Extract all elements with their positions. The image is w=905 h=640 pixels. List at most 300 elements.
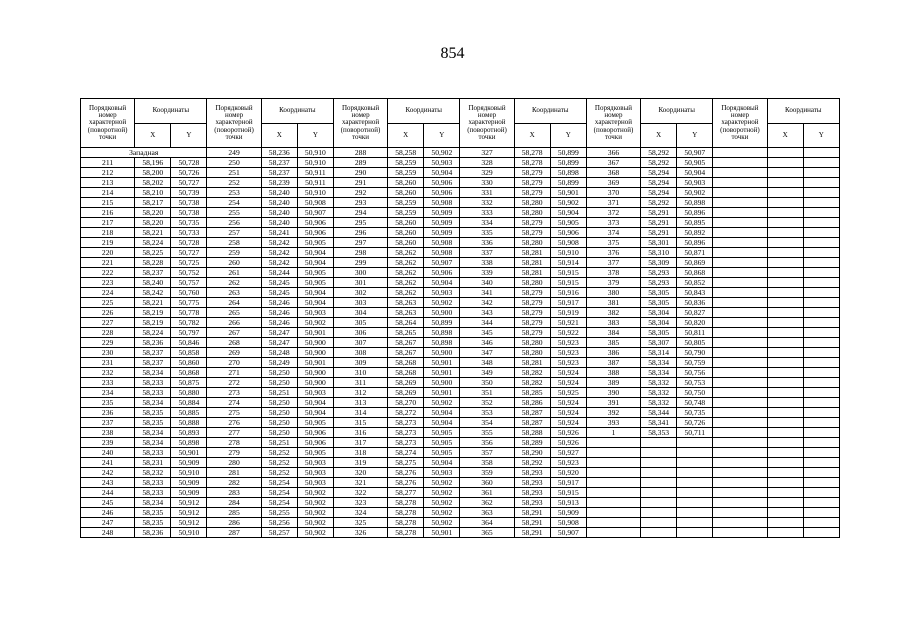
y-cell	[803, 358, 839, 368]
y-cell	[677, 468, 713, 478]
x-cell: 58,292	[514, 458, 550, 468]
x-cell: 58,235	[135, 418, 171, 428]
x-cell: 58,250	[261, 418, 297, 428]
point-number-cell: 308	[333, 348, 387, 358]
y-cell: 50,904	[297, 298, 333, 308]
point-number-cell: 242	[81, 468, 135, 478]
x-cell: 58,202	[135, 178, 171, 188]
x-cell: 58,210	[135, 188, 171, 198]
y-cell	[803, 508, 839, 518]
point-number-cell: 374	[586, 228, 640, 238]
x-cell: 58,332	[641, 398, 677, 408]
point-number-cell: 266	[207, 318, 261, 328]
y-cell: 50,902	[550, 198, 586, 208]
x-cell: 58,233	[135, 378, 171, 388]
y-cell: 50,827	[677, 308, 713, 318]
x-cell: 58,294	[641, 168, 677, 178]
x-cell: 58,272	[388, 408, 424, 418]
y-cell	[803, 388, 839, 398]
x-cell	[767, 288, 803, 298]
point-number-cell	[586, 468, 640, 478]
point-number-cell	[713, 278, 767, 288]
point-number-cell: 290	[333, 168, 387, 178]
x-cell	[641, 508, 677, 518]
y-cell: 50,906	[297, 428, 333, 438]
point-number-cell: 249	[207, 148, 261, 158]
table-row	[81, 188, 840, 198]
y-cell: 50,924	[550, 418, 586, 428]
x-cell: 58,291	[641, 208, 677, 218]
table-row	[81, 518, 840, 528]
y-cell	[677, 488, 713, 498]
point-number-cell: 367	[586, 158, 640, 168]
x-cell: 58,244	[261, 268, 297, 278]
x-cell: 58,252	[261, 448, 297, 458]
point-number-cell: 336	[460, 238, 514, 248]
x-cell: 58,233	[135, 488, 171, 498]
y-cell: 50,904	[550, 208, 586, 218]
x-cell: 58,249	[261, 358, 297, 368]
x-cell	[767, 328, 803, 338]
point-number-cell: 277	[207, 428, 261, 438]
x-cell	[767, 368, 803, 378]
y-cell: 50,905	[677, 158, 713, 168]
point-number-cell	[713, 408, 767, 418]
y-header: Y	[550, 123, 586, 148]
y-cell: 50,906	[424, 178, 460, 188]
point-number-cell: 327	[460, 148, 514, 158]
x-cell: 58,262	[388, 278, 424, 288]
point-number-cell: 318	[333, 448, 387, 458]
y-cell: 50,923	[550, 358, 586, 368]
y-cell: 50,914	[550, 258, 586, 268]
y-cell	[803, 208, 839, 218]
table-row	[81, 508, 840, 518]
point-number-cell: 235	[81, 398, 135, 408]
point-number-cell: 314	[333, 408, 387, 418]
point-number-cell: 245	[81, 498, 135, 508]
x-cell: 58,287	[514, 408, 550, 418]
y-cell: 50,900	[297, 378, 333, 388]
y-cell: 50,908	[550, 518, 586, 528]
x-cell: 58,220	[135, 208, 171, 218]
x-cell: 58,237	[135, 348, 171, 358]
point-number-cell	[713, 318, 767, 328]
x-cell: 58,259	[388, 168, 424, 178]
x-cell: 58,267	[388, 338, 424, 348]
point-number-cell: 299	[333, 258, 387, 268]
point-number-header: Порядковый номер характерной (поворотной) точки	[460, 99, 514, 148]
y-cell: 50,726	[171, 168, 207, 178]
y-cell: 50,927	[550, 448, 586, 458]
x-cell: 58,237	[135, 268, 171, 278]
y-cell: 50,726	[677, 418, 713, 428]
x-cell: 58,254	[261, 488, 297, 498]
point-number-cell: 317	[333, 438, 387, 448]
point-number-cell	[713, 168, 767, 178]
x-cell: 58,280	[514, 238, 550, 248]
y-cell: 50,843	[677, 288, 713, 298]
point-number-cell: 346	[460, 338, 514, 348]
point-number-cell: 252	[207, 178, 261, 188]
y-cell: 50,738	[171, 198, 207, 208]
point-number-cell: 236	[81, 408, 135, 418]
point-number-cell	[713, 528, 767, 538]
x-cell: 58,240	[135, 278, 171, 288]
y-cell: 50,901	[297, 358, 333, 368]
x-cell: 58,279	[514, 298, 550, 308]
point-number-header: Порядковый номер характерной (поворотной) точки	[713, 99, 767, 148]
y-cell: 50,925	[550, 388, 586, 398]
x-cell: 58,234	[135, 438, 171, 448]
x-cell: 58,267	[388, 348, 424, 358]
x-cell: 58,240	[261, 198, 297, 208]
point-number-cell: 375	[586, 238, 640, 248]
y-cell: 50,909	[171, 488, 207, 498]
point-number-cell: 306	[333, 328, 387, 338]
x-cell: 58,232	[135, 468, 171, 478]
x-cell: 58,291	[514, 528, 550, 538]
point-number-cell: 241	[81, 458, 135, 468]
point-number-cell: 364	[460, 518, 514, 528]
point-number-cell: 392	[586, 408, 640, 418]
table-row	[81, 328, 840, 338]
x-cell	[767, 528, 803, 538]
table-row	[81, 248, 840, 258]
y-cell: 50,899	[550, 158, 586, 168]
y-cell: 50,904	[297, 408, 333, 418]
point-number-cell: 214	[81, 188, 135, 198]
point-number-cell: 267	[207, 328, 261, 338]
point-number-cell: 381	[586, 298, 640, 308]
x-cell: 58,274	[388, 448, 424, 458]
point-number-cell: 254	[207, 198, 261, 208]
y-cell: 50,852	[677, 278, 713, 288]
point-number-cell: 217	[81, 218, 135, 228]
x-cell: 58,270	[388, 398, 424, 408]
y-cell: 50,902	[297, 488, 333, 498]
point-number-cell: 319	[333, 458, 387, 468]
y-cell	[803, 518, 839, 528]
point-number-cell: 248	[81, 528, 135, 538]
y-cell: 50,921	[550, 318, 586, 328]
x-cell: 58,262	[388, 268, 424, 278]
y-cell: 50,902	[297, 518, 333, 528]
y-cell	[803, 238, 839, 248]
x-cell: 58,234	[135, 368, 171, 378]
x-cell: 58,269	[388, 388, 424, 398]
point-number-cell: 354	[460, 418, 514, 428]
x-cell	[641, 468, 677, 478]
y-cell: 50,907	[677, 148, 713, 158]
point-number-cell: 284	[207, 498, 261, 508]
point-number-cell: 385	[586, 338, 640, 348]
x-cell: 58,196	[135, 158, 171, 168]
x-cell: 58,278	[388, 528, 424, 538]
x-cell	[767, 298, 803, 308]
point-number-cell	[713, 218, 767, 228]
point-number-cell: 341	[460, 288, 514, 298]
x-cell: 58,287	[514, 418, 550, 428]
point-number-cell	[713, 428, 767, 438]
x-cell	[767, 318, 803, 328]
point-number-cell: 278	[207, 438, 261, 448]
y-cell: 50,728	[171, 238, 207, 248]
y-cell	[677, 528, 713, 538]
point-number-cell: 376	[586, 248, 640, 258]
table-row	[81, 168, 840, 178]
table-row	[81, 458, 840, 468]
point-number-cell: 269	[207, 348, 261, 358]
point-number-cell	[713, 228, 767, 238]
point-number-cell	[586, 508, 640, 518]
table-row	[81, 228, 840, 238]
y-cell: 50,906	[424, 268, 460, 278]
x-cell: 58,242	[261, 238, 297, 248]
x-cell: 58,236	[135, 528, 171, 538]
point-number-cell: 332	[460, 198, 514, 208]
point-number-cell: 282	[207, 478, 261, 488]
point-number-cell: 255	[207, 208, 261, 218]
x-cell: 58,341	[641, 418, 677, 428]
x-cell: 58,250	[261, 398, 297, 408]
point-number-cell: 240	[81, 448, 135, 458]
point-number-cell: 309	[333, 358, 387, 368]
y-cell: 50,917	[550, 298, 586, 308]
y-cell: 50,906	[550, 228, 586, 238]
point-number-cell: 213	[81, 178, 135, 188]
y-cell: 50,899	[424, 318, 460, 328]
point-number-cell	[713, 248, 767, 258]
x-cell	[767, 428, 803, 438]
y-cell: 50,905	[297, 268, 333, 278]
y-cell	[677, 508, 713, 518]
y-cell: 50,905	[297, 278, 333, 288]
y-cell: 50,901	[424, 368, 460, 378]
point-number-cell: 324	[333, 508, 387, 518]
y-cell: 50,727	[171, 178, 207, 188]
y-cell: 50,900	[297, 348, 333, 358]
point-number-cell	[713, 438, 767, 448]
point-number-cell	[713, 458, 767, 468]
x-cell: 58,260	[388, 228, 424, 238]
y-header: Y	[803, 123, 839, 148]
point-number-cell: 312	[333, 388, 387, 398]
x-cell: 58,221	[135, 228, 171, 238]
y-cell: 50,903	[297, 388, 333, 398]
y-cell: 50,905	[424, 438, 460, 448]
y-cell	[803, 398, 839, 408]
table-row	[81, 498, 840, 508]
x-cell: 58,279	[514, 328, 550, 338]
y-cell: 50,836	[677, 298, 713, 308]
point-number-cell	[713, 268, 767, 278]
y-cell: 50,738	[171, 208, 207, 218]
point-number-cell: 368	[586, 168, 640, 178]
x-cell: 58,262	[388, 258, 424, 268]
y-cell: 50,903	[297, 458, 333, 468]
y-cell: 50,901	[550, 188, 586, 198]
x-cell: 58,279	[514, 318, 550, 328]
point-number-cell: 281	[207, 468, 261, 478]
y-cell: 50,820	[677, 318, 713, 328]
y-cell	[803, 168, 839, 178]
x-cell	[767, 458, 803, 468]
x-cell: 58,263	[388, 308, 424, 318]
point-number-cell: 257	[207, 228, 261, 238]
x-cell: 58,285	[514, 388, 550, 398]
y-cell	[803, 408, 839, 418]
x-cell: 58,279	[514, 288, 550, 298]
x-cell	[641, 478, 677, 488]
x-cell: 58,279	[514, 228, 550, 238]
y-cell	[803, 378, 839, 388]
point-number-cell: 323	[333, 498, 387, 508]
x-cell: 58,273	[388, 418, 424, 428]
point-number-cell: 275	[207, 408, 261, 418]
y-cell: 50,904	[297, 258, 333, 268]
y-cell: 50,900	[297, 338, 333, 348]
point-number-cell: 366	[586, 148, 640, 158]
point-number-cell: 228	[81, 328, 135, 338]
table-row	[81, 308, 840, 318]
x-cell: 58,237	[261, 158, 297, 168]
point-number-cell: 373	[586, 218, 640, 228]
y-cell: 50,893	[171, 428, 207, 438]
y-cell: 50,868	[171, 368, 207, 378]
table-row	[81, 318, 840, 328]
point-number-cell: 265	[207, 308, 261, 318]
x-cell: 58,269	[388, 378, 424, 388]
x-cell	[767, 158, 803, 168]
y-cell: 50,902	[424, 298, 460, 308]
point-number-cell	[586, 438, 640, 448]
point-number-cell	[586, 498, 640, 508]
x-cell	[767, 468, 803, 478]
y-cell	[677, 448, 713, 458]
point-number-cell: 232	[81, 368, 135, 378]
point-number-cell: 369	[586, 178, 640, 188]
point-number-cell: 260	[207, 258, 261, 268]
point-number-cell: 353	[460, 408, 514, 418]
y-cell: 50,924	[550, 398, 586, 408]
y-cell: 50,905	[424, 448, 460, 458]
point-number-cell: 358	[460, 458, 514, 468]
y-cell: 50,888	[171, 418, 207, 428]
x-cell: 58,344	[641, 408, 677, 418]
x-cell: 58,252	[261, 458, 297, 468]
point-number-cell: 279	[207, 448, 261, 458]
x-header: X	[261, 123, 297, 148]
x-cell	[767, 278, 803, 288]
x-cell: 58,260	[388, 218, 424, 228]
y-cell: 50,912	[171, 508, 207, 518]
coordinates-header: Координаты	[388, 99, 460, 124]
x-cell	[767, 508, 803, 518]
x-cell: 58,219	[135, 308, 171, 318]
y-header: Y	[297, 123, 333, 148]
x-cell	[641, 518, 677, 528]
x-cell: 58,260	[388, 178, 424, 188]
point-number-cell: 370	[586, 188, 640, 198]
x-cell: 58,277	[388, 488, 424, 498]
y-cell: 50,902	[424, 488, 460, 498]
x-cell: 58,280	[514, 198, 550, 208]
x-cell: 58,309	[641, 258, 677, 268]
x-cell	[767, 308, 803, 318]
y-cell	[803, 278, 839, 288]
point-number-cell: 303	[333, 298, 387, 308]
y-header: Y	[171, 123, 207, 148]
y-cell: 50,735	[677, 408, 713, 418]
point-number-header: Порядковый номер характерной (поворотной) точки	[207, 99, 261, 148]
table-row	[81, 238, 840, 248]
x-cell: 58,281	[514, 268, 550, 278]
x-cell	[767, 258, 803, 268]
y-cell: 50,728	[171, 158, 207, 168]
section-subtitle: Западная	[81, 148, 207, 158]
x-cell: 58,246	[261, 308, 297, 318]
x-cell: 58,294	[641, 188, 677, 198]
x-cell: 58,314	[641, 348, 677, 358]
y-header: Y	[677, 123, 713, 148]
y-cell: 50,727	[171, 248, 207, 258]
point-number-cell: 276	[207, 418, 261, 428]
x-cell: 58,294	[641, 178, 677, 188]
y-cell: 50,908	[424, 238, 460, 248]
point-number-cell	[713, 488, 767, 498]
x-cell: 58,247	[261, 328, 297, 338]
y-cell: 50,912	[171, 498, 207, 508]
point-number-cell	[586, 518, 640, 528]
point-number-cell	[586, 528, 640, 538]
y-cell: 50,916	[550, 288, 586, 298]
y-cell: 50,892	[677, 228, 713, 238]
point-number-cell: 322	[333, 488, 387, 498]
x-cell	[767, 388, 803, 398]
x-cell: 58,259	[388, 198, 424, 208]
x-cell: 58,282	[514, 378, 550, 388]
x-cell: 58,245	[261, 278, 297, 288]
y-cell: 50,902	[677, 188, 713, 198]
x-cell: 58,263	[388, 298, 424, 308]
y-cell: 50,908	[424, 248, 460, 258]
y-cell: 50,923	[550, 458, 586, 468]
y-cell	[803, 428, 839, 438]
x-cell: 58,235	[135, 508, 171, 518]
y-cell	[803, 328, 839, 338]
x-cell	[767, 268, 803, 278]
point-number-cell: 384	[586, 328, 640, 338]
y-cell: 50,901	[424, 388, 460, 398]
point-number-cell: 287	[207, 528, 261, 538]
x-cell: 58,276	[388, 478, 424, 488]
x-cell: 58,268	[388, 368, 424, 378]
x-cell: 58,353	[641, 428, 677, 438]
x-cell	[767, 408, 803, 418]
point-number-cell	[586, 458, 640, 468]
point-number-cell: 243	[81, 478, 135, 488]
coordinates-header: Координаты	[261, 99, 333, 124]
x-cell: 58,241	[261, 228, 297, 238]
table-row	[81, 418, 840, 428]
y-cell	[803, 318, 839, 328]
y-cell: 50,901	[424, 358, 460, 368]
x-cell: 58,256	[261, 518, 297, 528]
y-cell: 50,858	[171, 348, 207, 358]
x-cell: 58,305	[641, 288, 677, 298]
y-cell	[803, 478, 839, 488]
